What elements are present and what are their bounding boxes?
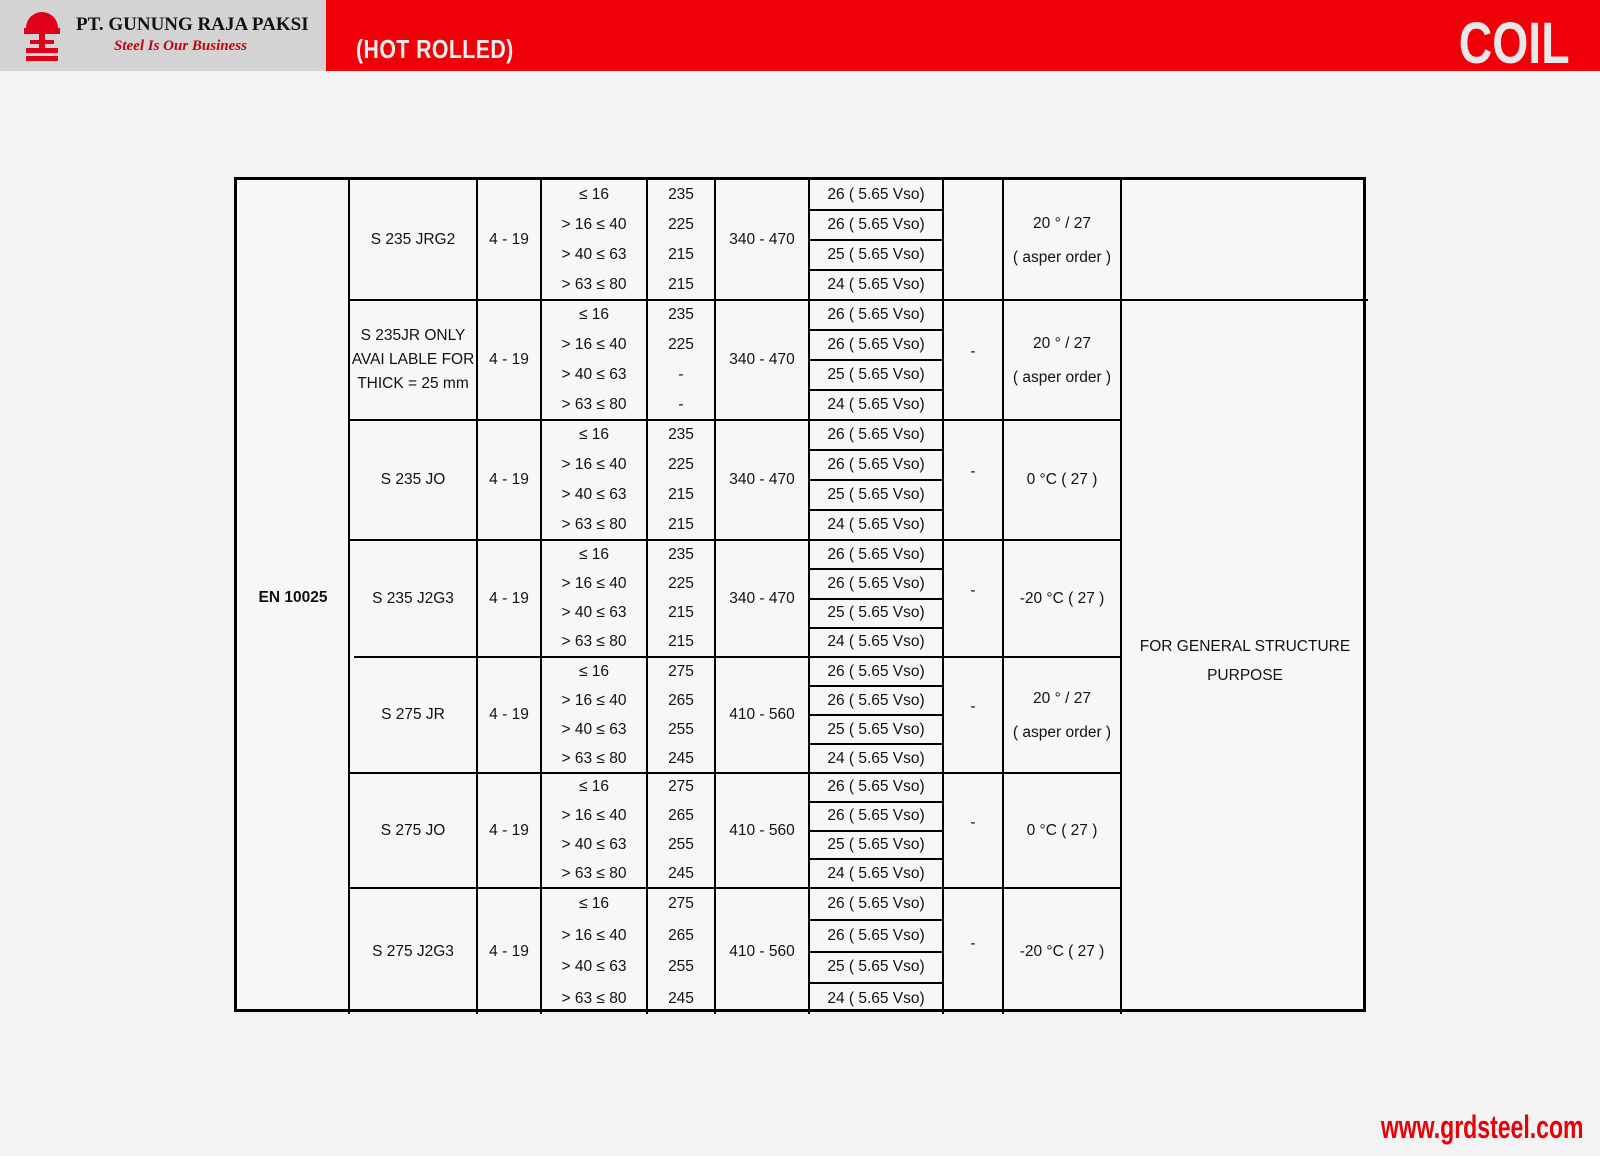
elongation-subrow-divider — [808, 830, 942, 832]
elongation-subrow-divider — [808, 509, 942, 511]
bend-test: - — [970, 698, 976, 715]
elongation-value: 26 ( 5.65 Vso) — [827, 426, 925, 443]
elongation-subrow-divider — [808, 982, 942, 984]
row-divider — [348, 299, 1368, 301]
grade-name: S 275 J2G3 — [372, 942, 454, 960]
elongation-subrow-divider — [808, 743, 942, 745]
thickness-interval: > 16 ≤ 40 — [561, 216, 627, 233]
website-url: www.grdsteel.com — [1381, 1109, 1584, 1145]
yield-strength: 215 — [668, 604, 694, 622]
thickness-interval: > 63 ≤ 80 — [561, 749, 627, 767]
elongation-subrow-divider — [808, 479, 942, 481]
tensile-strength: 340 - 470 — [729, 589, 795, 607]
grade-name: S 235JR ONLY AVAI LABLE FOR THICK = 25 mm — [351, 327, 475, 392]
impact-test: 20 ° / 27 — [1033, 215, 1091, 232]
bend-test: - — [970, 463, 976, 480]
tensile-strength: 340 - 470 — [729, 351, 795, 368]
elongation-value: 26 ( 5.65 Vso) — [827, 778, 925, 796]
elongation-value: 26 ( 5.65 Vso) — [827, 306, 925, 323]
elongation-value: 25 ( 5.65 Vso) — [827, 246, 925, 263]
yield-strength: 235 — [668, 545, 694, 563]
yield-strength: 265 — [668, 926, 694, 944]
yield-strength: 235 — [668, 306, 694, 323]
impact-test: -20 °C ( 27 ) — [1019, 589, 1105, 607]
elongation-subrow-divider — [808, 685, 942, 687]
elongation-value: 26 ( 5.65 Vso) — [827, 926, 925, 944]
elongation-value: 26 ( 5.65 Vso) — [827, 456, 925, 473]
thickness-interval: > 63 ≤ 80 — [561, 864, 627, 882]
row-divider — [348, 419, 1120, 421]
bend-test: - — [970, 581, 976, 599]
row-divider — [348, 887, 1120, 889]
yield-strength: - — [678, 396, 684, 413]
yield-strength: 215 — [668, 276, 694, 293]
elongation-subrow-divider — [808, 598, 942, 600]
thickness-interval: ≤ 16 — [578, 186, 610, 203]
yield-strength: 245 — [668, 864, 694, 882]
impact-note: ( asper order ) — [1012, 724, 1112, 741]
yield-strength: 235 — [668, 426, 694, 443]
elongation-subrow-divider — [808, 568, 942, 570]
elongation-value: 24 ( 5.65 Vso) — [827, 516, 925, 533]
elongation-value: 26 ( 5.65 Vso) — [827, 336, 925, 353]
elongation-value: 24 ( 5.65 Vso) — [827, 990, 925, 1008]
product-subtitle: (HOT ROLLED) — [356, 34, 514, 64]
thickness-interval: > 16 ≤ 40 — [561, 336, 627, 353]
yield-strength: 235 — [668, 186, 694, 203]
thickness-interval: > 40 ≤ 63 — [561, 366, 627, 383]
elongation-value: 24 ( 5.65 Vso) — [827, 633, 925, 651]
tensile-strength: 410 - 560 — [729, 942, 795, 960]
standard-label: EN 10025 — [258, 588, 328, 606]
elongation-value: 25 ( 5.65 Vso) — [827, 366, 925, 383]
elongation-subrow-divider — [808, 209, 942, 211]
thickness-interval: > 63 ≤ 80 — [561, 990, 627, 1008]
yield-strength: 225 — [668, 216, 694, 233]
yield-strength: 245 — [668, 990, 694, 1008]
yield-strength: 275 — [668, 778, 694, 796]
tensile-strength: 340 - 470 — [729, 231, 795, 248]
elongation-subrow-divider — [808, 951, 942, 953]
row-divider — [348, 772, 1120, 774]
thickness-range: 4 - 19 — [489, 351, 529, 368]
product-title: COIL — [1459, 11, 1570, 76]
elongation-value: 26 ( 5.65 Vso) — [827, 691, 925, 709]
yield-strength: 265 — [668, 807, 694, 825]
yield-strength: 225 — [668, 574, 694, 592]
usage-label: FOR GENERAL STRUCTURE PURPOSE — [1139, 638, 1351, 684]
thickness-range: 4 - 19 — [489, 231, 529, 248]
thickness-range: 4 - 19 — [489, 471, 529, 488]
thickness-range: 4 - 19 — [489, 821, 529, 839]
elongation-subrow-divider — [808, 389, 942, 391]
impact-test: -20 °C ( 27 ) — [1019, 942, 1105, 960]
grade-name: S 275 JR — [381, 706, 445, 723]
yield-strength: 215 — [668, 246, 694, 263]
grade-name: S 275 JO — [380, 821, 446, 839]
yield-strength: 245 — [668, 749, 694, 767]
thickness-interval: > 40 ≤ 63 — [561, 958, 627, 976]
yield-strength: 215 — [668, 516, 694, 533]
thickness-interval: > 40 ≤ 63 — [561, 486, 627, 503]
yield-strength: 275 — [668, 662, 694, 680]
elongation-value: 24 ( 5.65 Vso) — [827, 864, 925, 882]
elongation-subrow-divider — [808, 627, 942, 629]
thickness-interval: > 63 ≤ 80 — [561, 516, 627, 533]
elongation-value: 26 ( 5.65 Vso) — [827, 216, 925, 233]
elongation-value: 25 ( 5.65 Vso) — [827, 958, 925, 976]
elongation-subrow-divider — [808, 919, 942, 921]
thickness-interval: > 16 ≤ 40 — [561, 574, 627, 592]
thickness-interval: > 40 ≤ 63 — [561, 720, 627, 738]
elongation-value: 26 ( 5.65 Vso) — [827, 807, 925, 825]
thickness-range: 4 - 19 — [489, 706, 529, 723]
elongation-value: 26 ( 5.65 Vso) — [827, 186, 925, 203]
thickness-range: 4 - 19 — [489, 589, 529, 607]
thickness-interval: ≤ 16 — [578, 306, 610, 323]
thickness-interval: ≤ 16 — [578, 778, 610, 796]
company-name: PT. GUNUNG RAJA PAKSI — [76, 14, 309, 35]
thickness-range: 4 - 19 — [489, 942, 529, 960]
bend-test: - — [970, 934, 976, 952]
elongation-value: 24 ( 5.65 Vso) — [827, 749, 925, 767]
thickness-interval: ≤ 16 — [578, 894, 610, 912]
grade-name: S 235 JRG2 — [370, 231, 456, 248]
thickness-interval: > 16 ≤ 40 — [561, 691, 627, 709]
tensile-strength: 410 - 560 — [729, 706, 795, 723]
elongation-subrow-divider — [808, 329, 942, 331]
elongation-value: 26 ( 5.65 Vso) — [827, 545, 925, 563]
elongation-subrow-divider — [808, 239, 942, 241]
tensile-strength: 410 - 560 — [729, 821, 795, 839]
yield-strength: 215 — [668, 486, 694, 503]
company-slogan: Steel Is Our Business — [114, 38, 247, 54]
company-logo-icon — [24, 8, 60, 62]
thickness-interval: > 16 ≤ 40 — [561, 926, 627, 944]
elongation-subrow-divider — [808, 359, 942, 361]
thickness-interval: ≤ 16 — [578, 426, 610, 443]
bend-test: - — [970, 813, 976, 831]
thickness-interval: > 63 ≤ 80 — [561, 276, 627, 293]
thickness-interval: > 63 ≤ 80 — [561, 396, 627, 413]
specification-table — [234, 177, 1366, 1012]
elongation-subrow-divider — [808, 714, 942, 716]
elongation-subrow-divider — [808, 269, 942, 271]
elongation-value: 24 ( 5.65 Vso) — [827, 276, 925, 293]
elongation-value: 25 ( 5.65 Vso) — [827, 486, 925, 503]
impact-test: 20 ° / 27 — [1033, 690, 1091, 707]
thickness-interval: > 40 ≤ 63 — [561, 604, 627, 622]
bend-test: - — [970, 343, 976, 360]
impact-test: 0 °C ( 27 ) — [1026, 471, 1098, 488]
elongation-subrow-divider — [808, 858, 942, 860]
grade-name: S 235 J2G3 — [372, 589, 454, 607]
thickness-interval: > 40 ≤ 63 — [561, 246, 627, 263]
elongation-value: 26 ( 5.65 Vso) — [827, 574, 925, 592]
elongation-value: 24 ( 5.65 Vso) — [827, 396, 925, 413]
thickness-interval: > 16 ≤ 40 — [561, 807, 627, 825]
impact-test: 20 ° / 27 — [1033, 335, 1091, 352]
header-bar — [0, 0, 1600, 76]
thickness-interval: > 40 ≤ 63 — [561, 835, 627, 853]
elongation-value: 26 ( 5.65 Vso) — [827, 894, 925, 912]
impact-note: ( asper order ) — [1012, 369, 1112, 386]
grade-name: S 235 JO — [380, 471, 446, 488]
yield-strength: 215 — [668, 633, 694, 651]
elongation-value: 26 ( 5.65 Vso) — [827, 662, 925, 680]
yield-strength: 275 — [668, 894, 694, 912]
row-divider — [348, 539, 1120, 541]
yield-strength: 265 — [668, 691, 694, 709]
tensile-strength: 340 - 470 — [729, 471, 795, 488]
brand-panel — [0, 0, 326, 71]
elongation-value: 25 ( 5.65 Vso) — [827, 720, 925, 738]
yield-strength: 255 — [668, 958, 694, 976]
elongation-value: 25 ( 5.65 Vso) — [827, 835, 925, 853]
elongation-value: 25 ( 5.65 Vso) — [827, 604, 925, 622]
yield-strength: 255 — [668, 720, 694, 738]
thickness-interval: ≤ 16 — [578, 662, 610, 680]
yield-strength: - — [678, 366, 684, 383]
impact-note: ( asper order ) — [1012, 249, 1112, 266]
row-divider — [354, 656, 1120, 658]
elongation-subrow-divider — [808, 801, 942, 803]
thickness-interval: ≤ 16 — [578, 545, 610, 563]
column-divider — [1120, 179, 1122, 1014]
thickness-interval: > 16 ≤ 40 — [561, 456, 627, 473]
yield-strength: 225 — [668, 336, 694, 353]
yield-strength: 225 — [668, 456, 694, 473]
elongation-subrow-divider — [808, 449, 942, 451]
yield-strength: 255 — [668, 835, 694, 853]
thickness-interval: > 63 ≤ 80 — [561, 633, 627, 651]
impact-test: 0 °C ( 27 ) — [1026, 821, 1098, 839]
